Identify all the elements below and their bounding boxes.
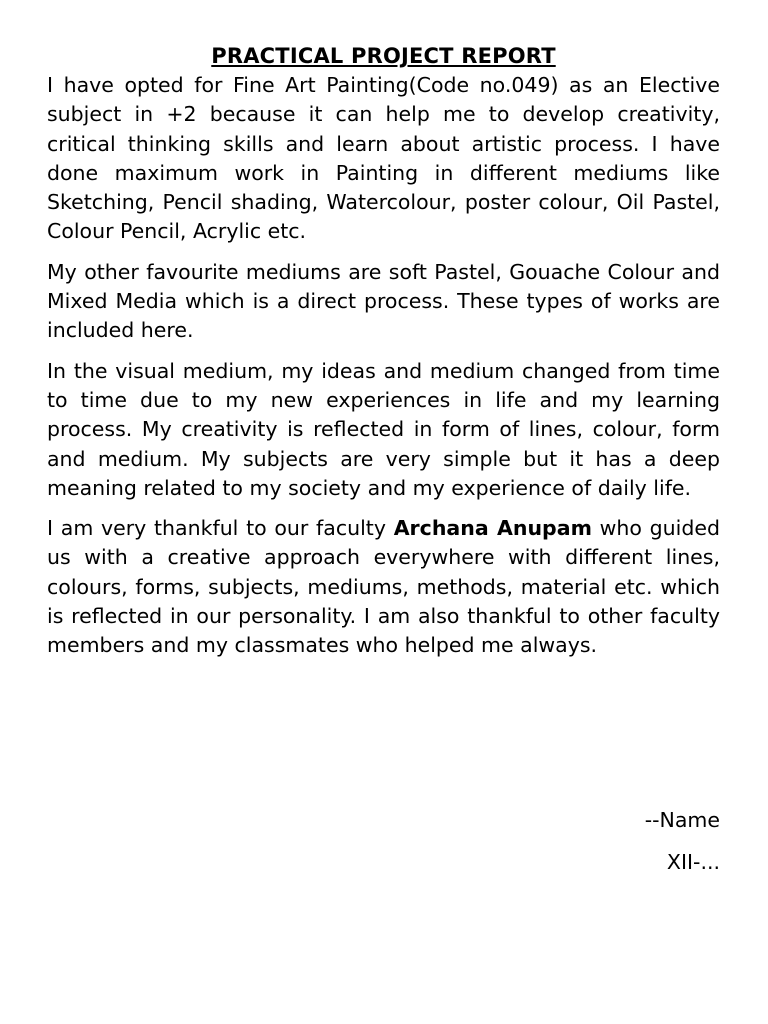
paragraph-visual-medium: In the visual medium, my ideas and medium changed from time to time due to my new experiences in life and my learning process. My creativity is reflected in form of lines, colour, form and medium. My subjects are very simple but it has a deep meaning related to my society and my experience of daily life. xyxy=(47,358,720,500)
signature-class: XII-... xyxy=(666,850,720,874)
acknowledgement-intro: I am very thankful to our faculty xyxy=(47,516,394,541)
acknowledgement-rest: who guided us with a creative approach everywhere with different lines, colours, forms, subjects, mediums, methods, material etc. which is reflected in our personality. I am also thankful to other faculty members and my classmates who helped me always. xyxy=(47,516,721,658)
paragraph-elective-subject: I have opted for Fine Art Painting(Code no.049) as an Elective subject in +2 because it can help me to develop creativity, critical thinking skills and learn about artistic process. I have done maximum work in Painting in different mediums like Sketching, Pencil shading, Watercolour, poster colour, Oil Pastel, Colour Pencil, Acrylic etc. xyxy=(47,73,720,244)
report-page xyxy=(47,42,720,672)
paragraph-favourite-mediums: My other favourite mediums are soft Pastel, Gouache Colour and Mixed Media which is a direct process. These types of works are included here. xyxy=(47,259,720,343)
paragraph-acknowledgement xyxy=(47,514,720,660)
signature-name: --Name xyxy=(644,808,720,832)
faculty-name: Archana Anupam xyxy=(393,516,592,541)
page-title: PRACTICAL PROJECT REPORT xyxy=(211,44,556,68)
